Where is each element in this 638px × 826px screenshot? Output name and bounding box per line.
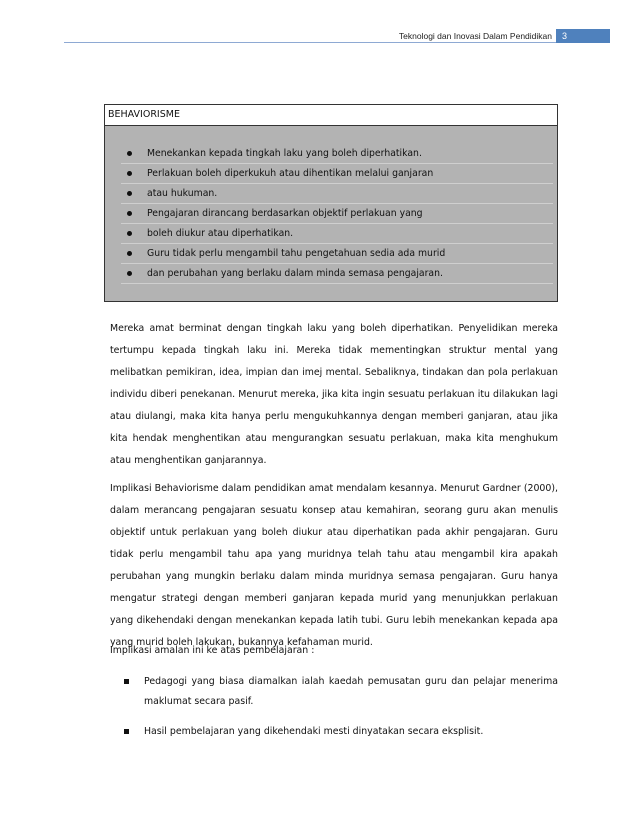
bullet-icon: [127, 211, 132, 216]
bullet-icon: [127, 171, 132, 176]
behaviorisme-box: [104, 104, 558, 302]
list-item: [110, 722, 558, 742]
square-bullet-icon: [124, 729, 129, 734]
list-item: [121, 184, 553, 204]
list-item: [121, 164, 553, 184]
square-bullet-icon: [124, 679, 129, 684]
list-item-text: atau hukuman.: [147, 188, 218, 199]
list-item: [121, 224, 553, 244]
bullet-icon: [127, 191, 132, 196]
implications-list: [110, 672, 558, 742]
list-item-text: Guru tidak perlu mengambil tahu pengetahuan sedia ada murid: [147, 248, 446, 259]
bullet-icon: [127, 151, 132, 156]
bullet-icon: [127, 231, 132, 236]
list-item: [121, 244, 553, 264]
page-number-badge: 3: [556, 29, 610, 43]
list-item-text: Hasil pembelajaran yang dikehendaki mesti dinyatakan secara eksplisit.: [144, 726, 484, 737]
box-title: BEHAVIORISME: [105, 105, 557, 126]
list-item-text: boleh diukur atau diperhatikan.: [147, 228, 294, 239]
list-item-text: dan perubahan yang berlaku dalam minda semasa pengajaran.: [147, 268, 443, 279]
paragraph-3: Implikasi amalan ini ke atas pembelajaran :: [110, 645, 315, 656]
paragraph-2: Implikasi Behaviorisme dalam pendidikan amat mendalam kesannya. Menurut Gardner (2000), dalam merancang pengajaran sesuatu konsep atau kemahiran, seorang guru akan menulis objektif untuk perlakuan yang boleh diukur atau diperhatikan pada akhir pengajaran. Guru tidak perlu mengambil tahu apa yang muridnya telah tahu atau mengambil kira apakah perubahan yang mungkin berlaku dalam minda muridnya semasa pengajaran. Guru hanya mengatur strategi dengan memberi ganjaran kepada murid yang menunjukkan perlakuan yang dikehendaki dengan menekankan kepada latih tubi. Guru lebih menekankan kepada apa yang murid boleh lakukan, bukannya kefahaman murid.: [110, 483, 558, 648]
list-item-text: Pedagogi yang biasa diamalkan ialah kaedah pemusatan guru dan pelajar menerima maklumat secara pasif.: [144, 676, 558, 707]
list-item: [121, 204, 553, 224]
header-rule: [64, 42, 610, 43]
paragraph-1: Mereka amat berminat dengan tingkah laku yang boleh diperhatikan. Penyelidikan mereka tertumpu kepada tingkah laku ini. Mereka tidak mementingkan struktur mental yang melibatkan pemikiran, idea, impian dan imej mental. Sebaliknya, tindakan dan pola perlakuan individu diberi penekanan. Menurut mereka, jika kita ingin sesuatu perlakuan itu dilakukan lagi atau diulangi, maka kita hanya perlu mengukuhkannya dengan memberi ganjaran, atau jika kita hendak menghentikan atau mengurangkan sesuatu perlakuan, maka kita menghukum atau menghentikan ganjarannya.: [110, 323, 558, 466]
list-item-text: Menekankan kepada tingkah laku yang boleh diperhatikan.: [147, 148, 422, 159]
list-item-text: Perlakuan boleh diperkukuh atau dihentikan melalui ganjaran: [147, 168, 434, 179]
box-bullet-list: [121, 144, 553, 284]
list-item: [121, 264, 553, 284]
list-item-text: Pengajaran dirancang berdasarkan objektif perlakuan yang: [147, 208, 423, 219]
bullet-icon: [127, 251, 132, 256]
header-title: Teknologi dan Inovasi Dalam Pendidikan: [398, 31, 552, 41]
bullet-icon: [127, 271, 132, 276]
list-item: [110, 672, 558, 712]
list-item: [121, 144, 553, 164]
